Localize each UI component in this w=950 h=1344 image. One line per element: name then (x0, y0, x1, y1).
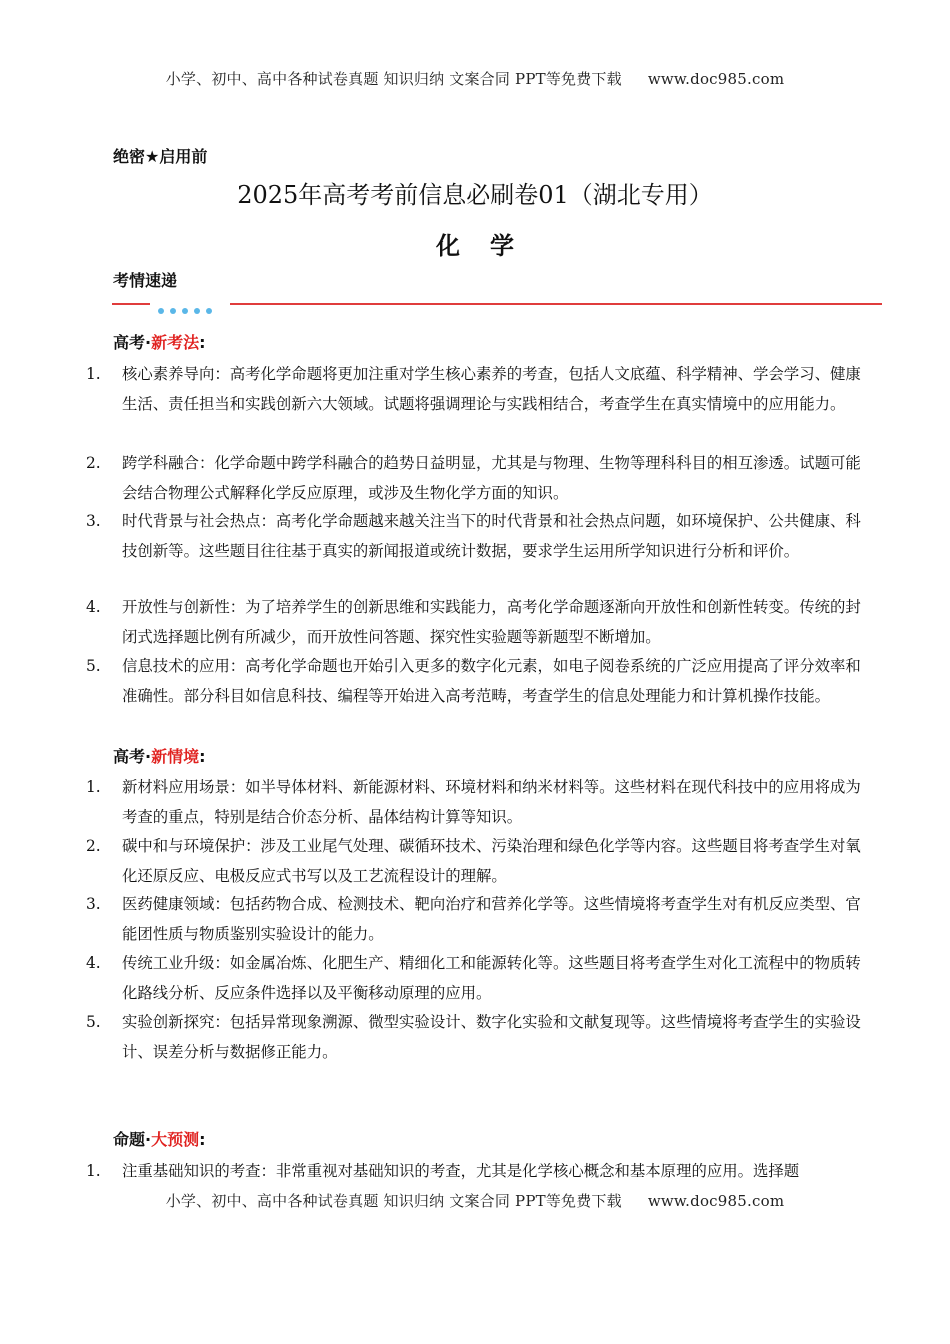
list-item: 4. 开放性与创新性：为了培养学生的创新思维和实践能力，高考化学命题逐渐向开放性和创新性转变。传统的封闭式选择题比例有所减少，而开放性问答题、探究性实验题等新题型不断增加。 (86, 598, 861, 646)
confidential-mark: 绝密★启用前 (113, 147, 208, 166)
list-item: 4. 传统工业升级：如金属冶炼、化肥生产、精细化工和能源转化等。这些题目将考查学生对化工流程中的物质转化路线分析、反应条件选择以及平衡移动原理的应用。 (86, 954, 861, 1002)
section-heading-kaoqing: 考情速递 (113, 271, 178, 290)
footer-text: 小学、初中、高中各种试卷真题 知识归纳 文案合同 PPT等免费下载 (165, 1192, 622, 1210)
section-heading-new-context: 高考·新情境: (113, 747, 206, 766)
list-item: 5. 实验创新探究：包括异常现象溯源、微型实验设计、数字化实验和文献复现等。这些情境将考查学生的实验设计、误差分析与数据修正能力。 (86, 1013, 861, 1061)
page-header (0, 68, 950, 89)
decorative-divider (112, 296, 882, 312)
list-item: 2. 碳中和与环境保护：涉及工业尾气处理、碳循环技术、污染治理和绿色化学等内容。这些题目将考查学生对氧化还原反应、电极反应式书写以及工艺流程设计的理解。 (86, 837, 861, 885)
list-item: 2. 跨学科融合：化学命题中跨学科融合的趋势日益明显，尤其是与物理、生物等理科科目的相互渗透。试题可能会结合物理公式解释化学反应原理，或涉及生物化学方面的知识。 (86, 454, 861, 502)
list-item: 1. 新材料应用场景：如半导体材料、新能源材料、环境材料和纳米材料等。这些材料在现代科技中的应用将成为考查的重点，特别是结合价态分析、晶体结构计算等知识。 (86, 778, 861, 826)
header-text: 小学、初中、高中各种试卷真题 知识归纳 文案合同 PPT等免费下载 (165, 70, 622, 88)
list-item: 3. 医药健康领域：包括药物合成、检测技术、靶向治疗和营养化学等。这些情境将考查学生对有机反应类型、官能团性质与物质鉴别实验设计的能力。 (86, 895, 861, 943)
section-heading-new-exam-method: 高考·新考法: (113, 333, 206, 352)
list-item: 5. 信息技术的应用：高考化学命题也开始引入更多的数字化元素，如电子阅卷系统的广泛应用提高了评分效率和准确性。部分科目如信息科技、编程等开始进入高考范畴，考查学生的信息处理能力和计算机操作技能。 (86, 657, 861, 705)
footer-site-link[interactable]: www.doc985.com (647, 1192, 785, 1210)
header-site-link[interactable]: www.doc985.com (647, 70, 785, 88)
page-footer (0, 1190, 950, 1211)
section-heading-prediction: 命题·大预测: (113, 1130, 206, 1149)
list-item: 1. 核心素养导向：高考化学命题将更加注重对学生核心素养的考查，包括人文底蕴、科学精神、学会学习、健康生活、责任担当和实践创新六大领域。试题将强调理论与实践相结合，考查学生在真实情境中的应用能力。 (86, 365, 861, 413)
divider-line-right (230, 303, 882, 305)
exam-title: 2025年高考考前信息必刷卷01（湖北专用） (237, 181, 713, 209)
divider-line-left (112, 303, 150, 305)
subject-title: 化学 (436, 231, 544, 260)
list-item: 1. 注重基础知识的考查：非常重视对基础知识的考查，尤其是化学核心概念和基本原理的应用。选择题 (86, 1162, 800, 1180)
list-item: 3. 时代背景与社会热点：高考化学命题越来越关注当下的时代背景和社会热点问题，如环境保护、公共健康、科技创新等。这些题目往往基于真实的新闻报道或统计数据，要求学生运用所学知识进行分析和评价。 (86, 512, 861, 560)
divider-dots (158, 299, 218, 318)
